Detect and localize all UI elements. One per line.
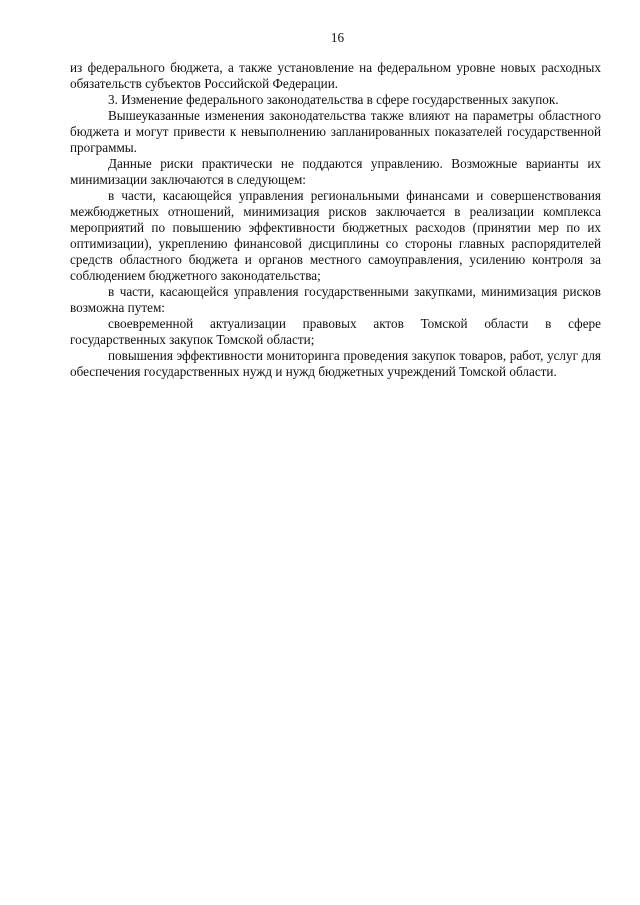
paragraph-regional-finance-risks: в части, касающейся управления региональными финансами и совершенствования межбюджетных отношений, минимизация рисков заключается в реализации комплекса мероприятий по повышению эффективности бюджетных расходов (принятии мер по их оптимизации), укреплению финансовой дисциплины со стороны главных распорядителей средств областного бюджета и органов местного самоуправления, усилению контроля за соблюдением бюджетного законодательства;: [70, 188, 601, 283]
paragraph-monitoring-efficiency: повышения эффективности мониторинга проведения закупок товаров, работ, услуг для обеспечения государственных нужд и нужд бюджетных учреждений Томской области.: [70, 348, 601, 379]
paragraph-procurement-risks: в части, касающейся управления государственными закупками, минимизация рисков возможна путем:: [70, 284, 601, 315]
page-number: 16: [330, 30, 345, 45]
paragraph-legal-acts-update: своевременной актуализации правовых актов Томской области в сфере государственных закупок Томской области;: [70, 316, 601, 347]
paragraph-procurement-law-change: 3. Изменение федерального законодательства в сфере государственных закупок.: [108, 92, 559, 107]
paragraph-risk-minimization-intro: Данные риски практически не поддаются управлению. Возможные варианты их минимизации заключаются в следующем:: [70, 156, 601, 187]
paragraph-legislation-impact: Вышеуказанные изменения законодательства также влияют на параметры областного бюджета и могут привести к невыполнению запланированных показателей государственной программы.: [70, 108, 601, 155]
paragraph-federal-budget-continuation: из федерального бюджета, а также установление на федеральном уровне новых расходных обязательств субъектов Российской Федерации.: [70, 60, 601, 91]
